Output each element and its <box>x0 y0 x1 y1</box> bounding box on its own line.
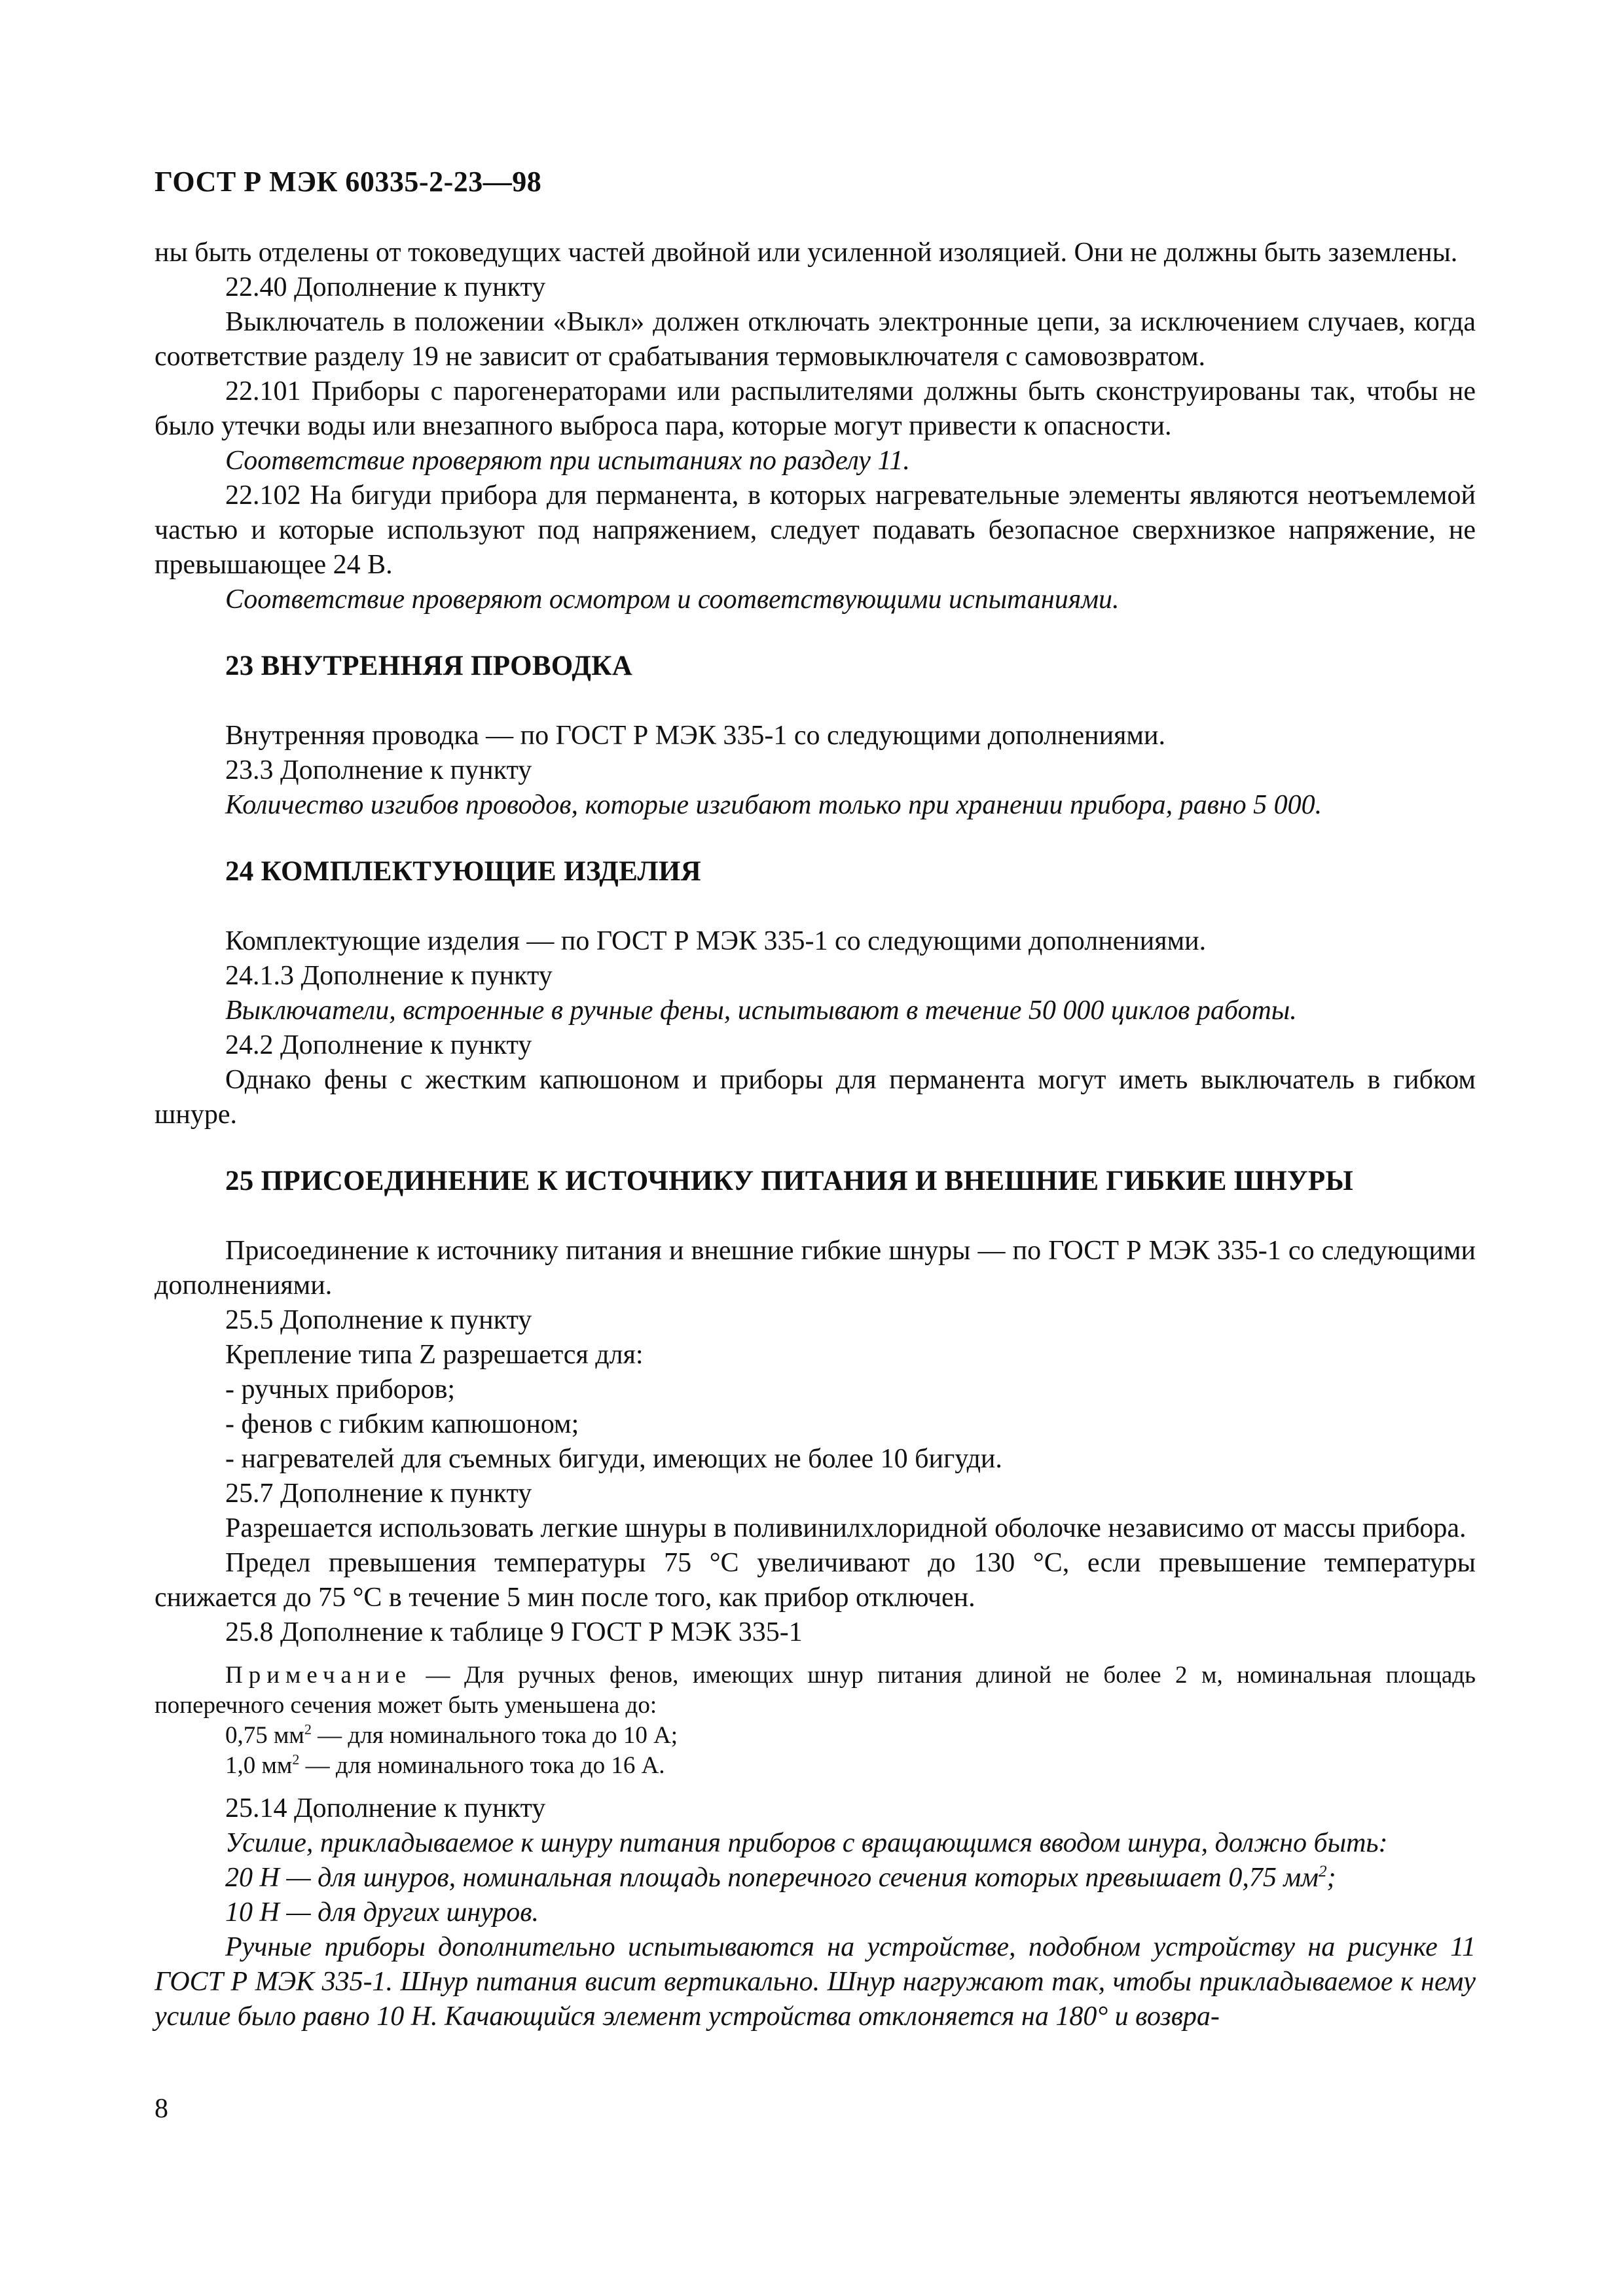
paragraph: Выключатель в положении «Выкл» должен отключать электронные цепи, за исключением случаев, когда соответствие разделу 19 не зависит от срабатывания термовыключателя с самовозвратом. <box>155 307 1476 372</box>
compliance-note: 20 Н — для шнуров, номинальная площадь поперечного сечения которых превышает 0,75 $мм^2$; <box>225 1863 1336 1893</box>
document-header: ГОСТ Р МЭК 60335-2-23—98 <box>155 166 542 198</box>
section-heading-25: 25 ПРИСОЕДИНЕНИЕ К ИСТОЧНИКУ ПИТАНИЯ И ВНЕШНИЕ ГИБКИЕ ШНУРЫ <box>225 1166 1354 1196</box>
compliance-note: Соответствие проверяют при испытаниях по разделу 11. <box>225 446 910 476</box>
paragraph: Разрешается использовать легкие шнуры в поливинилхлоридной оболочке независимо от массы прибора. <box>225 1513 1467 1543</box>
note-text: — Для ручных фенов, имеющих шнур питания длиной не более 2 м, номинальная площадь поперечного сечения может быть уменьшена до: <box>155 1662 1476 1719</box>
paragraph: Внутренняя проводка — по ГОСТ Р МЭК 335-1 со следующими дополнениями. <box>225 721 1165 751</box>
clause-ref: 25.8 Дополнение к таблице 9 ГОСТ Р МЭК 335-1 <box>225 1617 803 1647</box>
note-line: 1,0 $мм^2$ — для номинального тока до 16 А. <box>225 1751 665 1779</box>
list-item: - фенов с гибким капюшоном; <box>225 1409 579 1439</box>
paragraph: 22.101 Приборы с парогенераторами или распылителями должны быть сконструированы так, чтобы не было утечки воды или внезапного выброса пара, которые могут привести к опасности. <box>155 376 1476 441</box>
compliance-note: 10 Н — для других шнуров. <box>225 1897 539 1928</box>
compliance-note: Соответствие проверяют осмотром и соответствующими испытаниями. <box>225 584 1120 615</box>
note <box>155 1660 1476 1721</box>
paragraph: ны быть отделены от токоведущих частей двойной или усиленной изоляцией. Они не должны быть заземлены. <box>155 238 1458 268</box>
paragraph: Комплектующие изделия — по ГОСТ Р МЭК 335-1 со следующими дополнениями. <box>225 926 1207 956</box>
clause-ref: 24.1.3 Дополнение к пункту <box>225 961 553 991</box>
note-line: 0,75 $мм^2$ — для номинального тока до 10 А; <box>225 1721 678 1749</box>
compliance-note: Выключатели, встроенные в ручные фены, испытывают в течение 50 000 циклов работы. <box>225 996 1297 1026</box>
section-heading-23: 23 ВНУТРЕННЯЯ ПРОВОДКА <box>225 651 633 681</box>
clause-ref: 22.40 Дополнение к пункту <box>225 272 546 302</box>
paragraph: Предел превышения температуры 75 °С увеличивают до 130 °С, если превышение температуры снижается до 75 °С в течение 5 мин после того, как прибор отключен. <box>155 1548 1476 1613</box>
compliance-note: Ручные приборы дополнительно испытываются на устройстве, подобном устройству на рисунке 11 ГОСТ Р МЭК 335-1. Шнур питания висит вертикально. Шнур нагружают так, чтобы прикладываемое к нему усилие было равно 10 Н. Качающийся элемент устройства отклоняется на 180° и возвра- <box>155 1932 1476 2032</box>
page-number: 8 <box>155 2094 168 2124</box>
clause-ref: 23.3 Дополнение к пункту <box>225 755 532 785</box>
note-label: Примечание <box>225 1662 412 1689</box>
paragraph: Присоединение к источнику питания и внешние гибкие шнуры — по ГОСТ Р МЭК 335-1 со следующими дополнениями. <box>155 1236 1476 1300</box>
list-item: - ручных приборов; <box>225 1374 456 1405</box>
page-body <box>155 236 1476 2034</box>
clause-ref: 25.7 Дополнение к пункту <box>225 1479 532 1509</box>
paragraph: 22.102 На бигуди прибора для перманента, в которых нагревательные элементы являются неотъемлемой частью и которые используют под напряжением, следует подавать безопасное сверхнизкое напряжение, не превышающее 24 В. <box>155 480 1476 580</box>
section-heading-24: 24 КОМПЛЕКТУЮЩИЕ ИЗДЕЛИЯ <box>225 856 701 887</box>
clause-ref: 25.14 Дополнение к пункту <box>225 1793 546 1823</box>
list-item: - нагревателей для съемных бигуди, имеющих не более 10 бигуди. <box>225 1444 1002 1474</box>
paragraph: Однако фены с жестким капюшоном и приборы для перманента могут иметь выключатель в гибком шнуре. <box>155 1065 1476 1130</box>
compliance-note: Количество изгибов проводов, которые изгибают только при хранении прибора, равно 5 000. <box>225 790 1322 820</box>
paragraph: Крепление типа Z разрешается для: <box>225 1340 644 1370</box>
clause-ref: 24.2 Дополнение к пункту <box>225 1030 532 1060</box>
clause-ref: 25.5 Дополнение к пункту <box>225 1305 532 1335</box>
compliance-note: Усилие, прикладываемое к шнуру питания приборов с вращающимся вводом шнура, должно быть: <box>225 1828 1388 1858</box>
